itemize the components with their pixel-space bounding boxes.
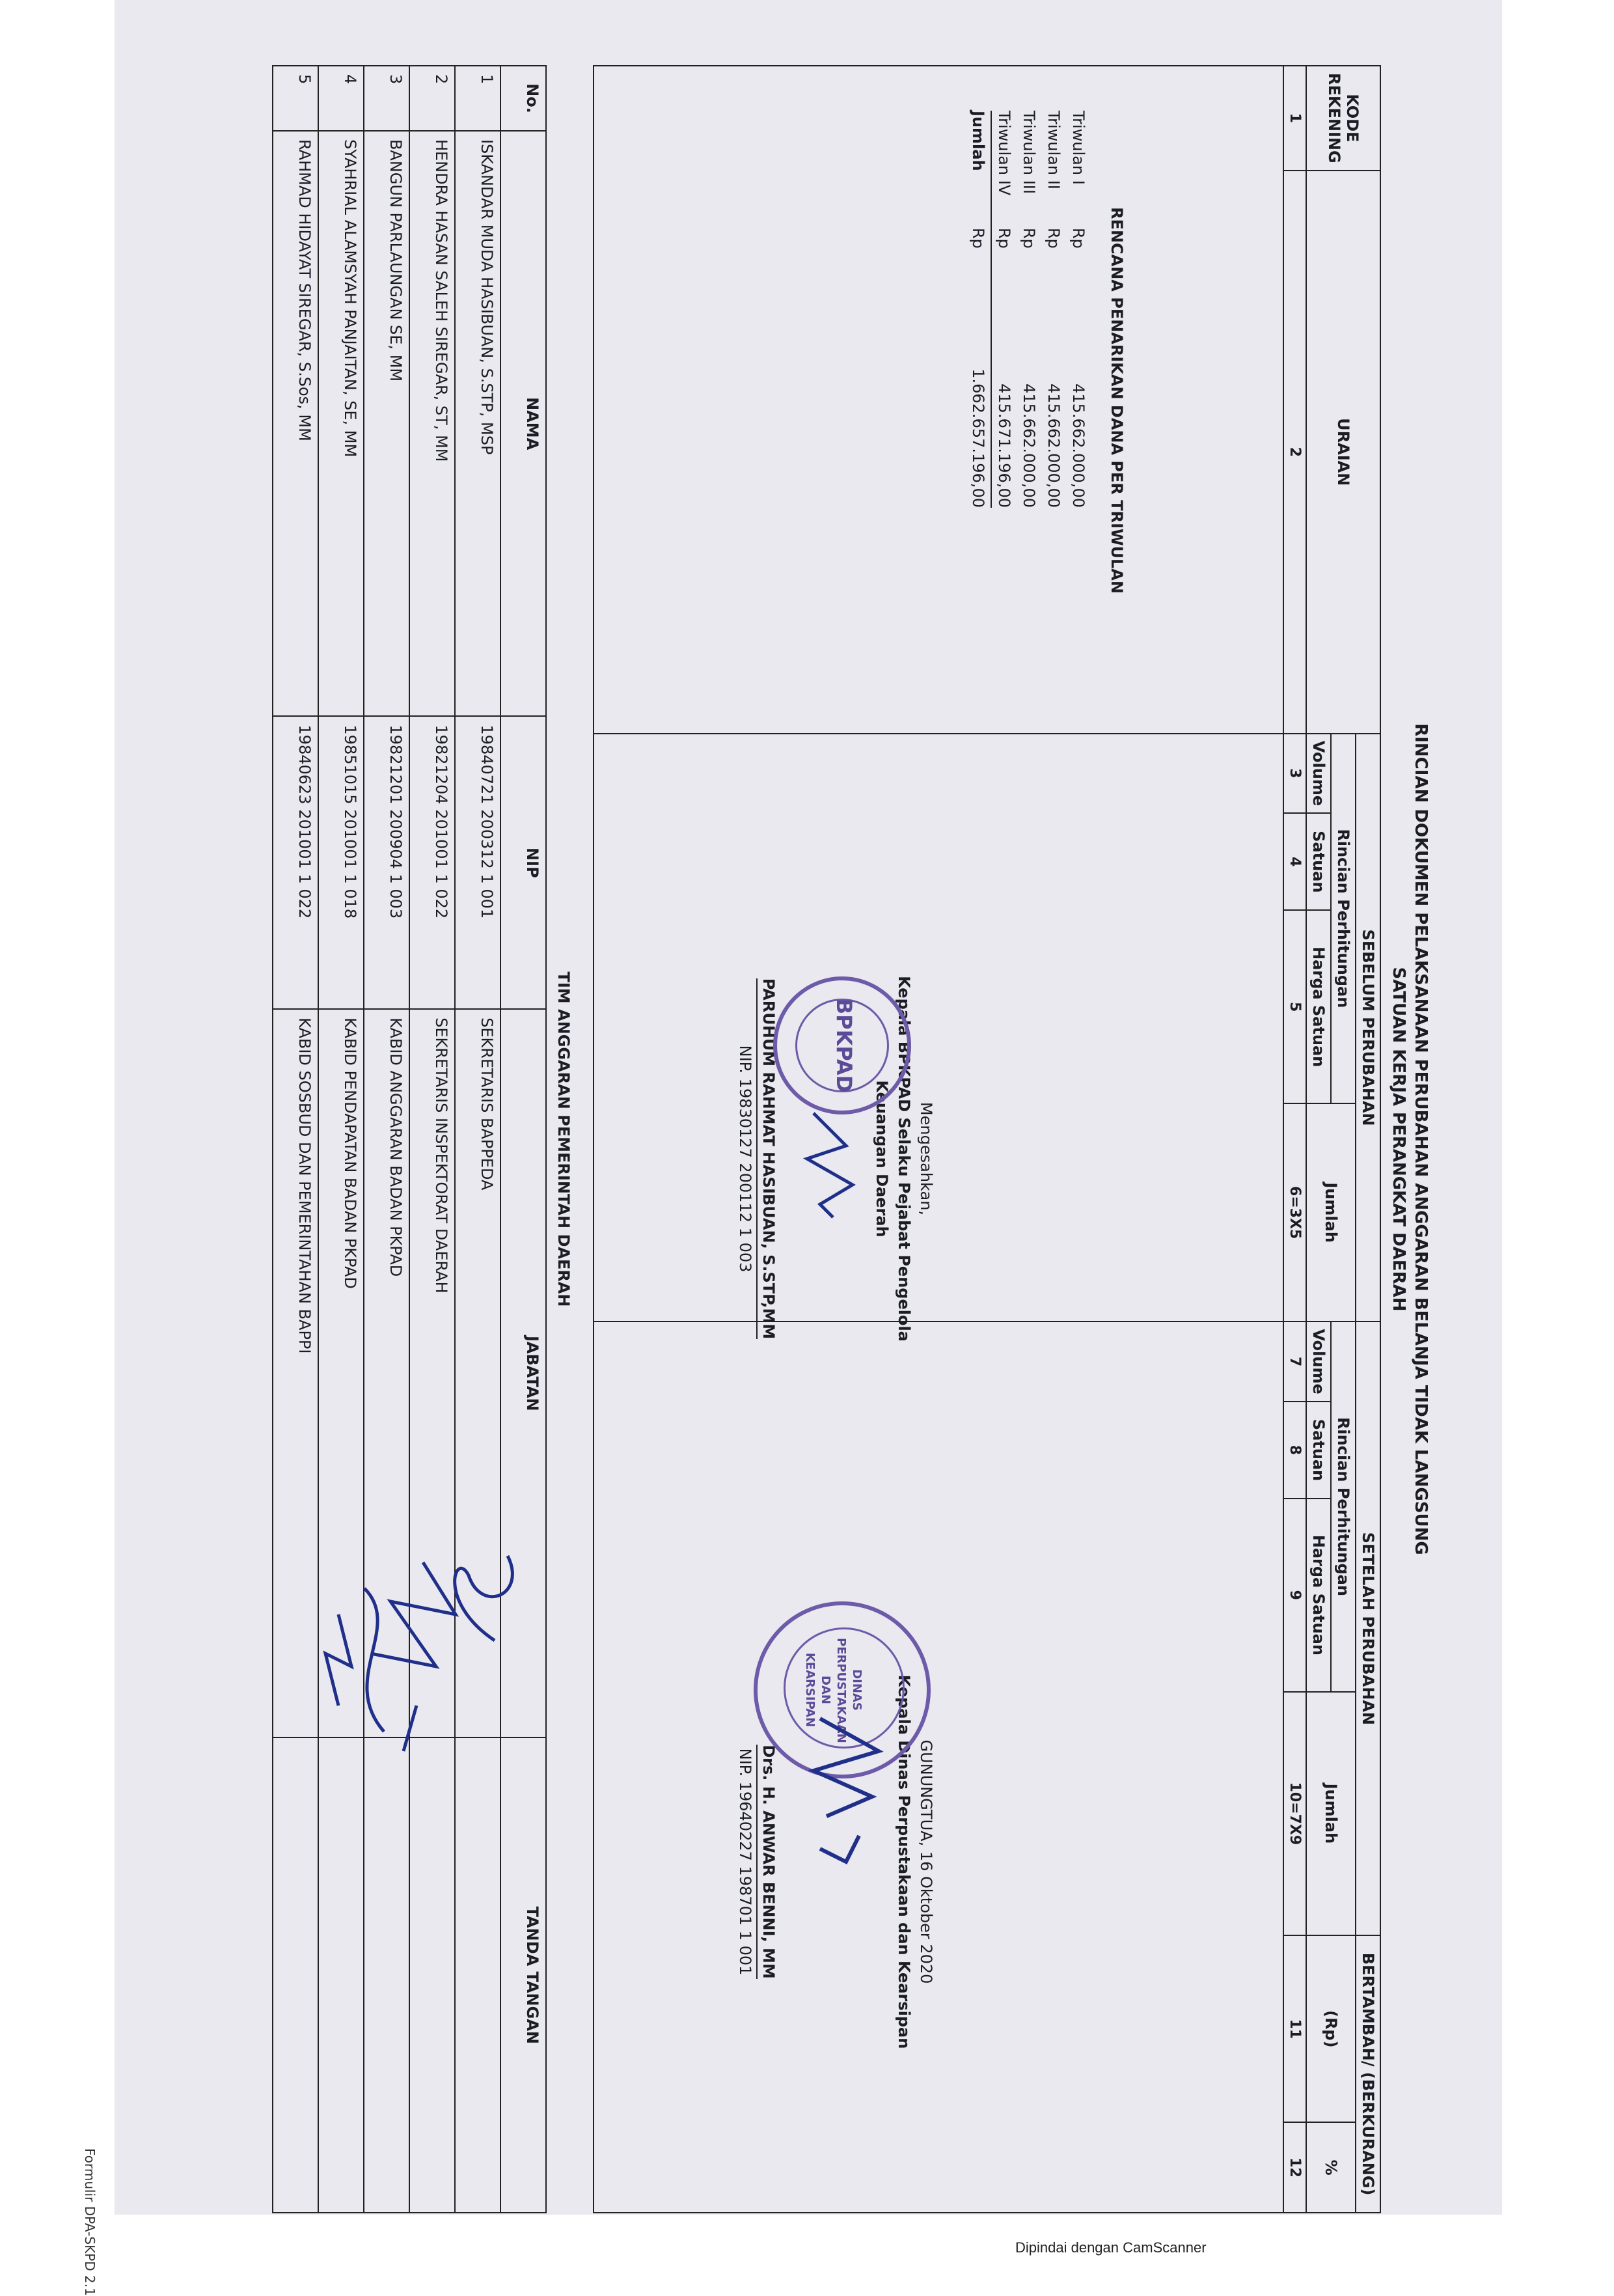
- tim-header-tanda-tangan: TANDA TANGAN: [500, 1737, 546, 2213]
- camscanner-footer: Dipindai dengan CamScanner: [1015, 2239, 1207, 2256]
- tim-jabatan: KABID ANGGARAN BADAN PKPAD: [364, 1009, 409, 1737]
- tim-no: 1: [455, 66, 500, 131]
- table-row: [318, 66, 364, 2213]
- tim-signature-cell: [364, 1737, 409, 2213]
- rencana-row: Triwulan I Rp 415.662.000,00: [1069, 111, 1087, 508]
- col-num: 9: [1283, 1499, 1306, 1691]
- column-number-row: [1283, 66, 1306, 2213]
- form-code: Formulir DPA-SKPD 2.1: [82, 2148, 98, 2296]
- place-date: GUNUNGTUA, 16 Oktober 2020: [917, 1739, 935, 1984]
- header-uraian: URAIAN: [1306, 171, 1380, 734]
- col-num: 5: [1283, 910, 1306, 1103]
- kepala-dinas-signature: [794, 1706, 898, 1875]
- tim-nama: BANGUN PARLAUNGAN SE, MM: [364, 131, 409, 716]
- header-rincian-2: Rincian Perhitungan: [1331, 1321, 1356, 1691]
- header-bertambah: BERTAMBAH/ (BERKURANG): [1356, 1935, 1380, 2213]
- table-row: [455, 66, 500, 2213]
- header-jumlah-2: Jumlah: [1306, 1692, 1356, 1936]
- kepala-dinas-title: Kepala Dinas Perpustakaan dan Kearsipan: [895, 1674, 913, 2049]
- rencana-row: Triwulan III Rp 415.662.000,00: [1020, 111, 1038, 508]
- header-rincian-1: Rincian Perhitungan: [1331, 734, 1356, 1103]
- lower-frame-row: [594, 66, 1283, 2213]
- tim-header-jabatan: JABATAN: [500, 1009, 546, 1737]
- tim-no: 2: [409, 66, 455, 131]
- col-num: 8: [1283, 1402, 1306, 1499]
- kepala-dinas-name: Drs. H. ANWAR BENNI, MM: [756, 1745, 780, 1979]
- mengesahkan-label: Mengesahkan,: [917, 1101, 935, 1216]
- tim-nip: 19821204 201001 1 022: [409, 716, 455, 1009]
- bpkpad-stamp: [773, 976, 911, 1114]
- col-num: 6=3X5: [1283, 1103, 1306, 1322]
- tim-nip: 19851015 201001 1 018: [318, 716, 364, 1009]
- col-num: 1: [1283, 66, 1306, 171]
- tim-signature-cell: [409, 1737, 455, 2213]
- header-persen: %: [1306, 2122, 1356, 2213]
- rencana-row: Triwulan IV Rp 415.671.196,00: [991, 111, 1017, 508]
- col-num: 2: [1283, 171, 1306, 734]
- header-volume-2: Volume: [1306, 1321, 1331, 1401]
- rencana-total: Jumlah Rp 1.662.657.196,00: [969, 111, 987, 508]
- tim-nama: ISKANDAR MUDA HASIBUAN, S.STP, MSP: [455, 131, 500, 716]
- tim-anggaran-table: [272, 65, 547, 2213]
- col-num: 11: [1283, 1935, 1306, 2122]
- tim-nama: SYAHRIAL ALAMSYAH PANJAITAN, SE, MM: [318, 131, 364, 716]
- tim-jabatan: SEKRETARIS BAPPEDA: [455, 1009, 500, 1737]
- kepala-dinas-nip: NIP. 19640227 198701 1 001: [736, 1748, 754, 1976]
- tim-header-nip: NIP: [500, 716, 546, 1009]
- header-setelah: SETELAH PERUBAHAN: [1356, 1321, 1380, 1935]
- header-rp: (Rp): [1306, 1935, 1356, 2122]
- rencana-penarikan: [966, 65, 1126, 736]
- mengesahkan-nip: NIP. 19830127 200112 1 003: [736, 1045, 754, 1273]
- header-volume-1: Volume: [1306, 734, 1331, 813]
- tim-jabatan: KABID SOSBUD DAN PEMERINTAHAN BAPPI: [273, 1009, 318, 1737]
- tim-signature-cell: [455, 1737, 500, 2213]
- col-num: 4: [1283, 813, 1306, 910]
- header-sebelum: SEBELUM PERUBAHAN: [1356, 734, 1380, 1322]
- col-num: 3: [1283, 734, 1306, 813]
- rencana-row: Triwulan II Rp 415.662.000,00: [1045, 111, 1063, 508]
- tim-no: 4: [318, 66, 364, 131]
- tim-nip: 19840721 200312 1 001: [455, 716, 500, 1009]
- header-harga-1: Harga Satuan: [1306, 910, 1331, 1103]
- title-line-2: SATUAN KERJA PERANGKAT DAERAH: [1389, 967, 1408, 1312]
- header-satuan-1: Satuan: [1306, 813, 1331, 910]
- mengesahkan-title-2: Keuangan Daerah: [873, 1080, 891, 1238]
- header-satuan-2: Satuan: [1306, 1402, 1331, 1499]
- col-num: 10=7X9: [1283, 1692, 1306, 1936]
- tim-nip: 19840623 201001 1 022: [273, 716, 318, 1009]
- tim-header-nama: NAMA: [500, 131, 546, 716]
- rotated-document: [91, 65, 1432, 2213]
- header-jumlah-1: Jumlah: [1306, 1103, 1356, 1322]
- tim-signature-cell: [273, 1737, 318, 2213]
- dinas-stamp-text: DINAS PERPUSTAKAAN DAN KEARSIPAN: [803, 1638, 864, 1743]
- mengesahkan-title: Kepala BPKPAD Selaku Pejabat Pengelola: [895, 976, 913, 1342]
- col-num: 12: [1283, 2122, 1306, 2213]
- table-row: [273, 66, 318, 2213]
- bpkpad-stamp-text: BPKPAD: [832, 998, 856, 1093]
- tim-no: 5: [273, 66, 318, 131]
- tim-nama: RAHMAD HIDAYAT SIREGAR, S.Sos, MM: [273, 131, 318, 716]
- header-harga-2: Harga Satuan: [1306, 1499, 1331, 1691]
- document-title: [1388, 65, 1432, 2213]
- tim-nama: HENDRA HASAN SALEH SIREGAR, ST, MM: [409, 131, 455, 716]
- mengesahkan-signature: [794, 1107, 872, 1224]
- table-row: [364, 66, 409, 2213]
- tim-no: 3: [364, 66, 409, 131]
- tim-nip: 19821201 200904 1 003: [364, 716, 409, 1009]
- table-row: [409, 66, 455, 2213]
- tim-anggaran-title: TIM ANGGARAN PEMERINTAH DAERAH: [554, 971, 573, 1307]
- header-kode-rekening: KODE REKENING: [1306, 66, 1380, 171]
- tim-signatures: [319, 1536, 534, 1771]
- tim-jabatan: SEKRETARIS INSPEKTORAT DAERAH: [409, 1009, 455, 1737]
- rencana-title: RENCANA PENARIKAN DANA PER TRIWULAN: [1108, 207, 1126, 594]
- col-num: 7: [1283, 1321, 1306, 1401]
- tim-header-no: No.: [500, 66, 546, 131]
- tim-jabatan: KABID PENDAPATAN BADAN PKPAD: [318, 1009, 364, 1737]
- tim-signature-cell: [318, 1737, 364, 2213]
- mengesahkan-name: PARUHUM RAHMAT HASIBUAN, S.STP,MM: [756, 978, 780, 1339]
- title-line-1: RINCIAN DOKUMEN PELAKSANAAN PERUBAHAN ANGGARAN BELANJA TIDAK LANGSUNG: [1411, 723, 1430, 1555]
